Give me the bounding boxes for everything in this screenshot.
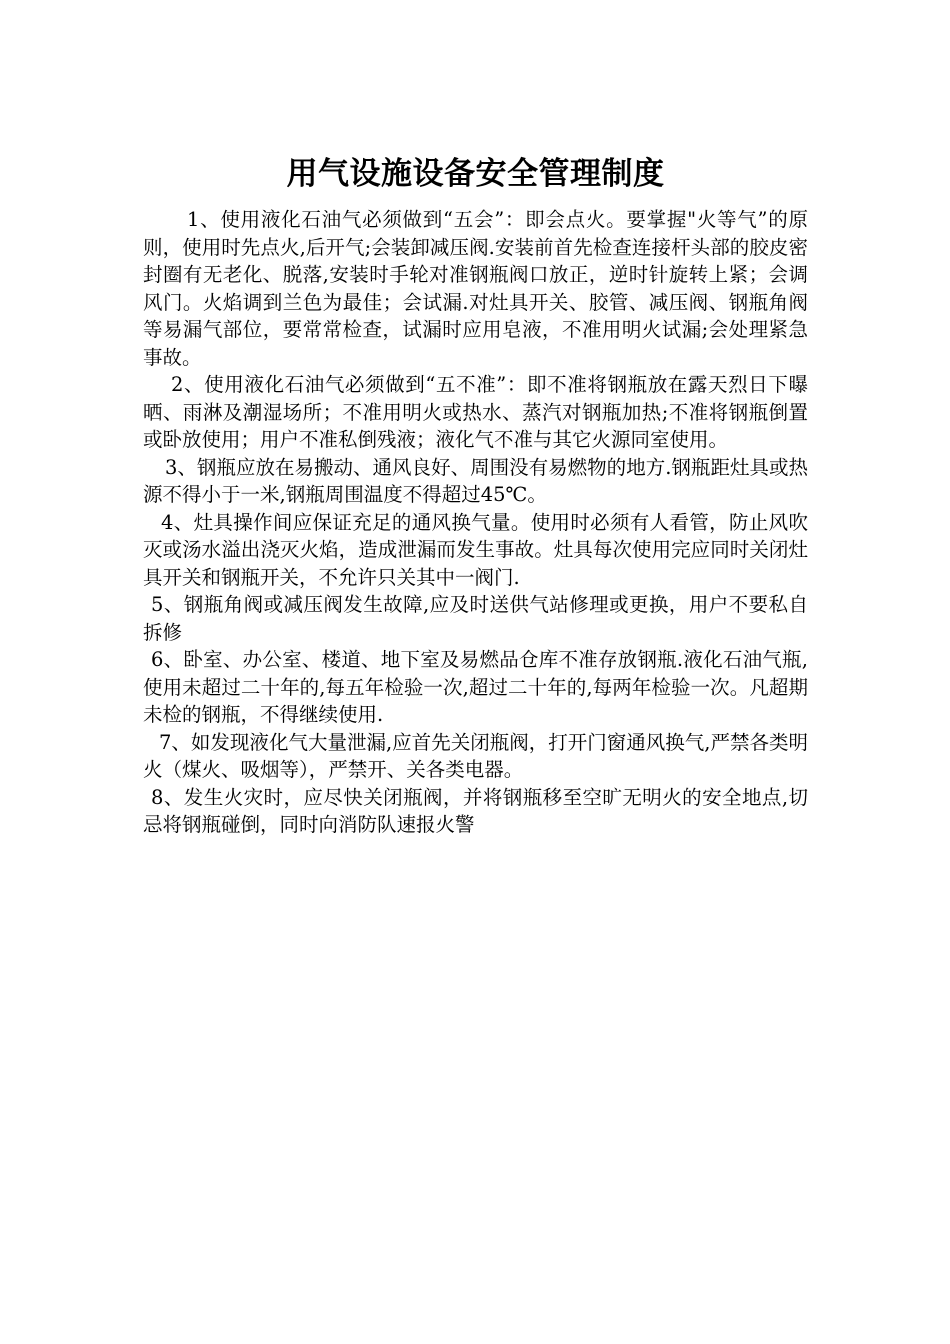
rule-paragraph-5: 5、钢瓶角阀或减压阀发生故障,应及时送供气站修理或更换，用户不要私自拆修	[143, 593, 808, 644]
rule-paragraph-8: 8、发生火灾时，应尽快关闭瓶阀，并将钢瓶移至空旷无明火的安全地点,切忌将钢瓶碰倒，同时向消防队速报火警	[143, 785, 808, 836]
rule-paragraph-3: 3、钢瓶应放在易搬动、通风良好、周围没有易燃物的地方.钢瓶距灶具或热源不得小于一米,钢瓶周围温度不得超过45℃。	[143, 455, 808, 506]
rule-paragraph-2: 2、使用液化石油气必须做到“五不准”：即不准将钢瓶放在露天烈日下曝晒、雨淋及潮湿场所；不准用明火或热水、蒸汽对钢瓶加热;不准将钢瓶倒置或卧放使用；用户不准私倒残液；液化气不准与其它火源同室使用。	[143, 373, 808, 451]
document-title: 用气设施设备安全管理制度	[286, 156, 665, 192]
rule-paragraph-6: 6、卧室、办公室、楼道、地下室及易燃品仓库不准存放钢瓶.液化石油气瓶,使用未超过二十年的,每五年检验一次,超过二十年的,每两年检验一次。凡超期未检的钢瓶，不得继续使用.	[143, 648, 808, 726]
rule-paragraph-7: 7、如发现液化气大量泄漏,应首先关闭瓶阀，打开门窗通风换气,严禁各类明火（煤火、吸烟等），严禁开、关各类电器。	[143, 730, 808, 781]
document-body	[143, 152, 808, 839]
rule-paragraph-1: 1、使用液化石油气必须做到“五会”：即会点火。要掌握"火等气”的原则，使用时先点火,后开气;会装卸减压阀.安装前首先检查连接杆头部的胶皮密封圈有无老化、脱落,安装时手轮对准钢瓶阀口放正，逆时针旋转上紧；会调风门。火焰调到兰色为最佳；会试漏.对灶具开关、胶管、减压阀、钢瓶角阀等易漏气部位，要常常检查，试漏时应用皂液，不准用明火试漏;会处理紧急事故。	[143, 208, 808, 369]
rule-paragraph-4: 4、灶具操作间应保证充足的通风换气量。使用时必须有人看管，防止风吹灭或汤水溢出浇灭火焰，造成泄漏而发生事故。灶具每次使用完应同时关闭灶具开关和钢瓶开关，不允许只关其中一阀门.	[143, 510, 808, 589]
